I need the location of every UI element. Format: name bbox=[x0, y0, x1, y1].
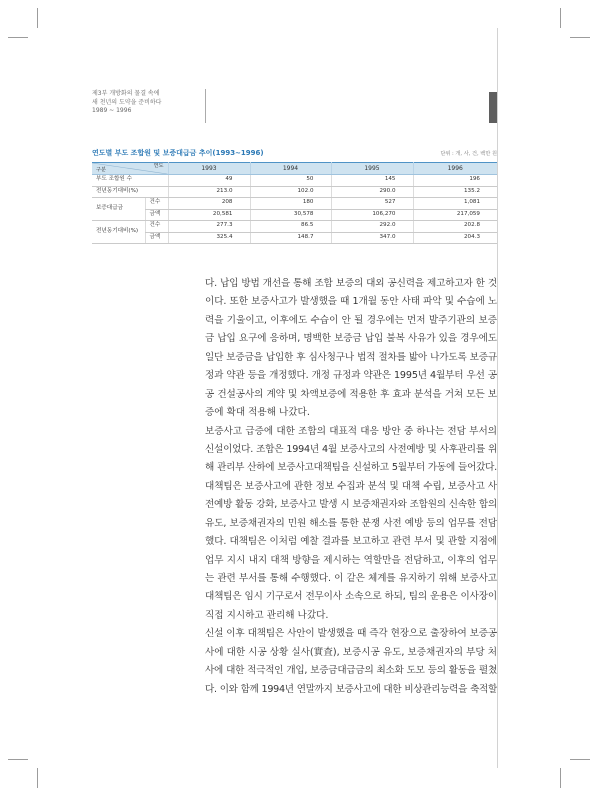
table-cell: 135.2 bbox=[413, 186, 497, 198]
row-label: 부도 조합원 수 bbox=[92, 175, 168, 187]
corner-year-label: 연도 bbox=[153, 163, 164, 169]
table-cell: 325.4 bbox=[168, 232, 250, 244]
body-text-line: 했다. 대책팀은 이처럼 예찰 결과를 보고하고 관련 부서 및 관할 지점에 bbox=[205, 536, 497, 548]
table-row bbox=[92, 209, 497, 221]
table-cell: 49 bbox=[168, 175, 250, 187]
crop-mark bbox=[560, 8, 561, 28]
body-text-line: 력을 기울이고, 이후에도 수습이 안 될 경우에는 먼저 발주기관의 보증 bbox=[205, 314, 497, 326]
table-cell: 202.8 bbox=[413, 221, 497, 233]
body-text-line: 사에 대한 적극적인 개입, 보증금대급금의 최소화 도모 등의 활동을 펼쳤 bbox=[205, 665, 497, 677]
year-header: 1995 bbox=[331, 163, 413, 175]
body-text-line: 금 납입 요구에 응하며, 명백한 보증금 납입 불복 사유가 있을 경우에도 bbox=[205, 333, 497, 345]
crop-mark bbox=[570, 37, 590, 38]
table-cell: 102.0 bbox=[250, 186, 331, 198]
table-cell: 213.0 bbox=[168, 186, 250, 198]
body-text-line: 다. 이와 함께 1994년 연말까지 보증사고에 대한 비상관리능력을 축적할 bbox=[205, 683, 497, 695]
crop-mark bbox=[8, 759, 28, 760]
table-row bbox=[92, 186, 497, 198]
table-cell: 145 bbox=[331, 175, 413, 187]
table-row bbox=[92, 198, 497, 210]
row-label: 전년동기대비(%) bbox=[92, 186, 168, 198]
table-unit-note: 단위 : 개, 사, 건, 백만 원 bbox=[440, 151, 497, 157]
corner-category-label: 구분 bbox=[96, 166, 107, 173]
table-cell: 208 bbox=[168, 198, 250, 210]
year-header: 1996 bbox=[413, 163, 497, 175]
table-cell: 290.0 bbox=[331, 186, 413, 198]
body-text-line: 해 관리부 산하에 보증사고대책팀을 신설하고 5월부터 가동에 들어갔다. bbox=[205, 462, 497, 474]
data-table bbox=[92, 162, 497, 244]
sub-label: 금액 bbox=[145, 209, 168, 221]
group-label: 전년동기대비(%) bbox=[92, 221, 145, 244]
table-cell: 180 bbox=[250, 198, 331, 210]
body-text-line: 증에 확대 적용해 나갔다. bbox=[205, 407, 310, 419]
table-cell: 148.7 bbox=[250, 232, 331, 244]
body-text-line: 업무 지시 내지 대책 방향을 제시하는 역할만을 전담하고, 이후의 업무 bbox=[205, 554, 497, 566]
body-text-line: 유도, 보증채권자의 민원 해소를 통한 분쟁 사전 예방 등의 업무를 전담 bbox=[205, 517, 497, 529]
table-header-row bbox=[92, 163, 497, 175]
table-row bbox=[92, 232, 497, 244]
table-cell: 204.3 bbox=[413, 232, 497, 244]
chapter-tab bbox=[489, 92, 497, 123]
crop-mark bbox=[8, 37, 28, 38]
paragraph bbox=[205, 275, 497, 423]
table-cell: 196 bbox=[413, 175, 497, 187]
body-text-line: 이다. 또한 보증사고가 발생했을 때 1개월 동안 사태 파악 및 수습에 노 bbox=[205, 296, 497, 308]
sub-label: 건수 bbox=[145, 198, 168, 210]
body-text bbox=[205, 275, 497, 699]
table-corner-cell bbox=[92, 163, 168, 175]
table-title: 연도별 부도 조합원 및 보증대급금 추이(1993~1996) bbox=[92, 149, 264, 157]
table-cell: 50 bbox=[250, 175, 331, 187]
table-cell: 277.3 bbox=[168, 221, 250, 233]
table-cell: 217,059 bbox=[413, 209, 497, 221]
paragraph bbox=[205, 423, 497, 626]
header-divider bbox=[205, 89, 206, 123]
body-text-line: 공 건설공사의 계약 및 차액보증에 적용한 후 효과 분석을 거쳐 모든 보 bbox=[205, 388, 497, 400]
crop-mark bbox=[560, 768, 561, 788]
table-cell: 30,578 bbox=[250, 209, 331, 221]
body-text-line: 전예방 활동 강화, 보증사고 발생 시 보증채권자와 조합원의 신속한 합의 bbox=[205, 499, 497, 511]
body-text-line: 대책팀은 보증사고에 관한 정보 수집과 분석 및 대책 수립, 보증사고 사 bbox=[205, 480, 497, 492]
group-label: 보증대급금 bbox=[92, 198, 145, 221]
table-row bbox=[92, 175, 497, 187]
paragraph bbox=[205, 625, 497, 699]
year-header: 1994 bbox=[250, 163, 331, 175]
table-cell: 347.0 bbox=[331, 232, 413, 244]
body-text-line: 일단 보증금을 납입한 후 심사청구나 법적 절차를 밟아 나가도록 보증규 bbox=[205, 351, 497, 363]
sub-label: 금액 bbox=[145, 232, 168, 244]
body-text-line: 보증사고 급증에 대한 조합의 대표적 대응 방안 중 하나는 전담 부서의 bbox=[205, 425, 497, 437]
body-text-line: 신설 이후 대책팀은 사안이 발생했을 때 즉각 현장으로 출장하여 보증공 bbox=[205, 628, 497, 640]
period-label: 1989 ~ 1996 bbox=[92, 107, 132, 115]
running-header bbox=[92, 90, 200, 116]
table-cell: 86.5 bbox=[250, 221, 331, 233]
sub-label: 건수 bbox=[145, 221, 168, 233]
body-text-line: 신설이었다. 조합은 1994년 4월 보증사고의 사전예방 및 사후관리를 위 bbox=[205, 443, 497, 455]
crop-mark bbox=[37, 8, 38, 28]
part-title-line: 제3부 개방화의 물결 속에 bbox=[92, 90, 160, 97]
body-text-line: 는 관련 부서를 통해 수행했다. 이 같은 체계를 유지하기 위해 보증사고 bbox=[205, 573, 497, 584]
body-text-line: 대책팀은 임시 기구로서 전무이사 소속으로 하되, 팀의 운용은 이사장이 bbox=[205, 591, 497, 603]
part-title-line: 새 천년의 도약을 준비하다 bbox=[92, 98, 162, 106]
table-cell: 1,081 bbox=[413, 198, 497, 210]
body-text-line: 사에 대한 시공 상황 실사(實査), 보증시공 유도, 보증채권자의 부당 처 bbox=[205, 646, 497, 658]
page-edge-line bbox=[497, 28, 498, 768]
crop-mark bbox=[570, 759, 590, 760]
table-row bbox=[92, 221, 497, 233]
body-text-line: 직접 지시하고 관리해 나갔다. bbox=[205, 609, 329, 621]
body-text-line: 다. 납입 방법 개선을 통해 조합 보증의 대외 공신력을 제고하고자 한 것 bbox=[205, 278, 497, 289]
table-cell: 20,581 bbox=[168, 209, 250, 221]
table-cell: 106,270 bbox=[331, 209, 413, 221]
crop-mark bbox=[37, 768, 38, 788]
table-cell: 292.0 bbox=[331, 221, 413, 233]
body-text-line: 정과 약관 등을 개정했다. 개정 규정과 약관은 1995년 4월부터 우선 공 bbox=[205, 370, 497, 382]
year-header: 1993 bbox=[168, 163, 250, 175]
table-cell: 527 bbox=[331, 198, 413, 210]
